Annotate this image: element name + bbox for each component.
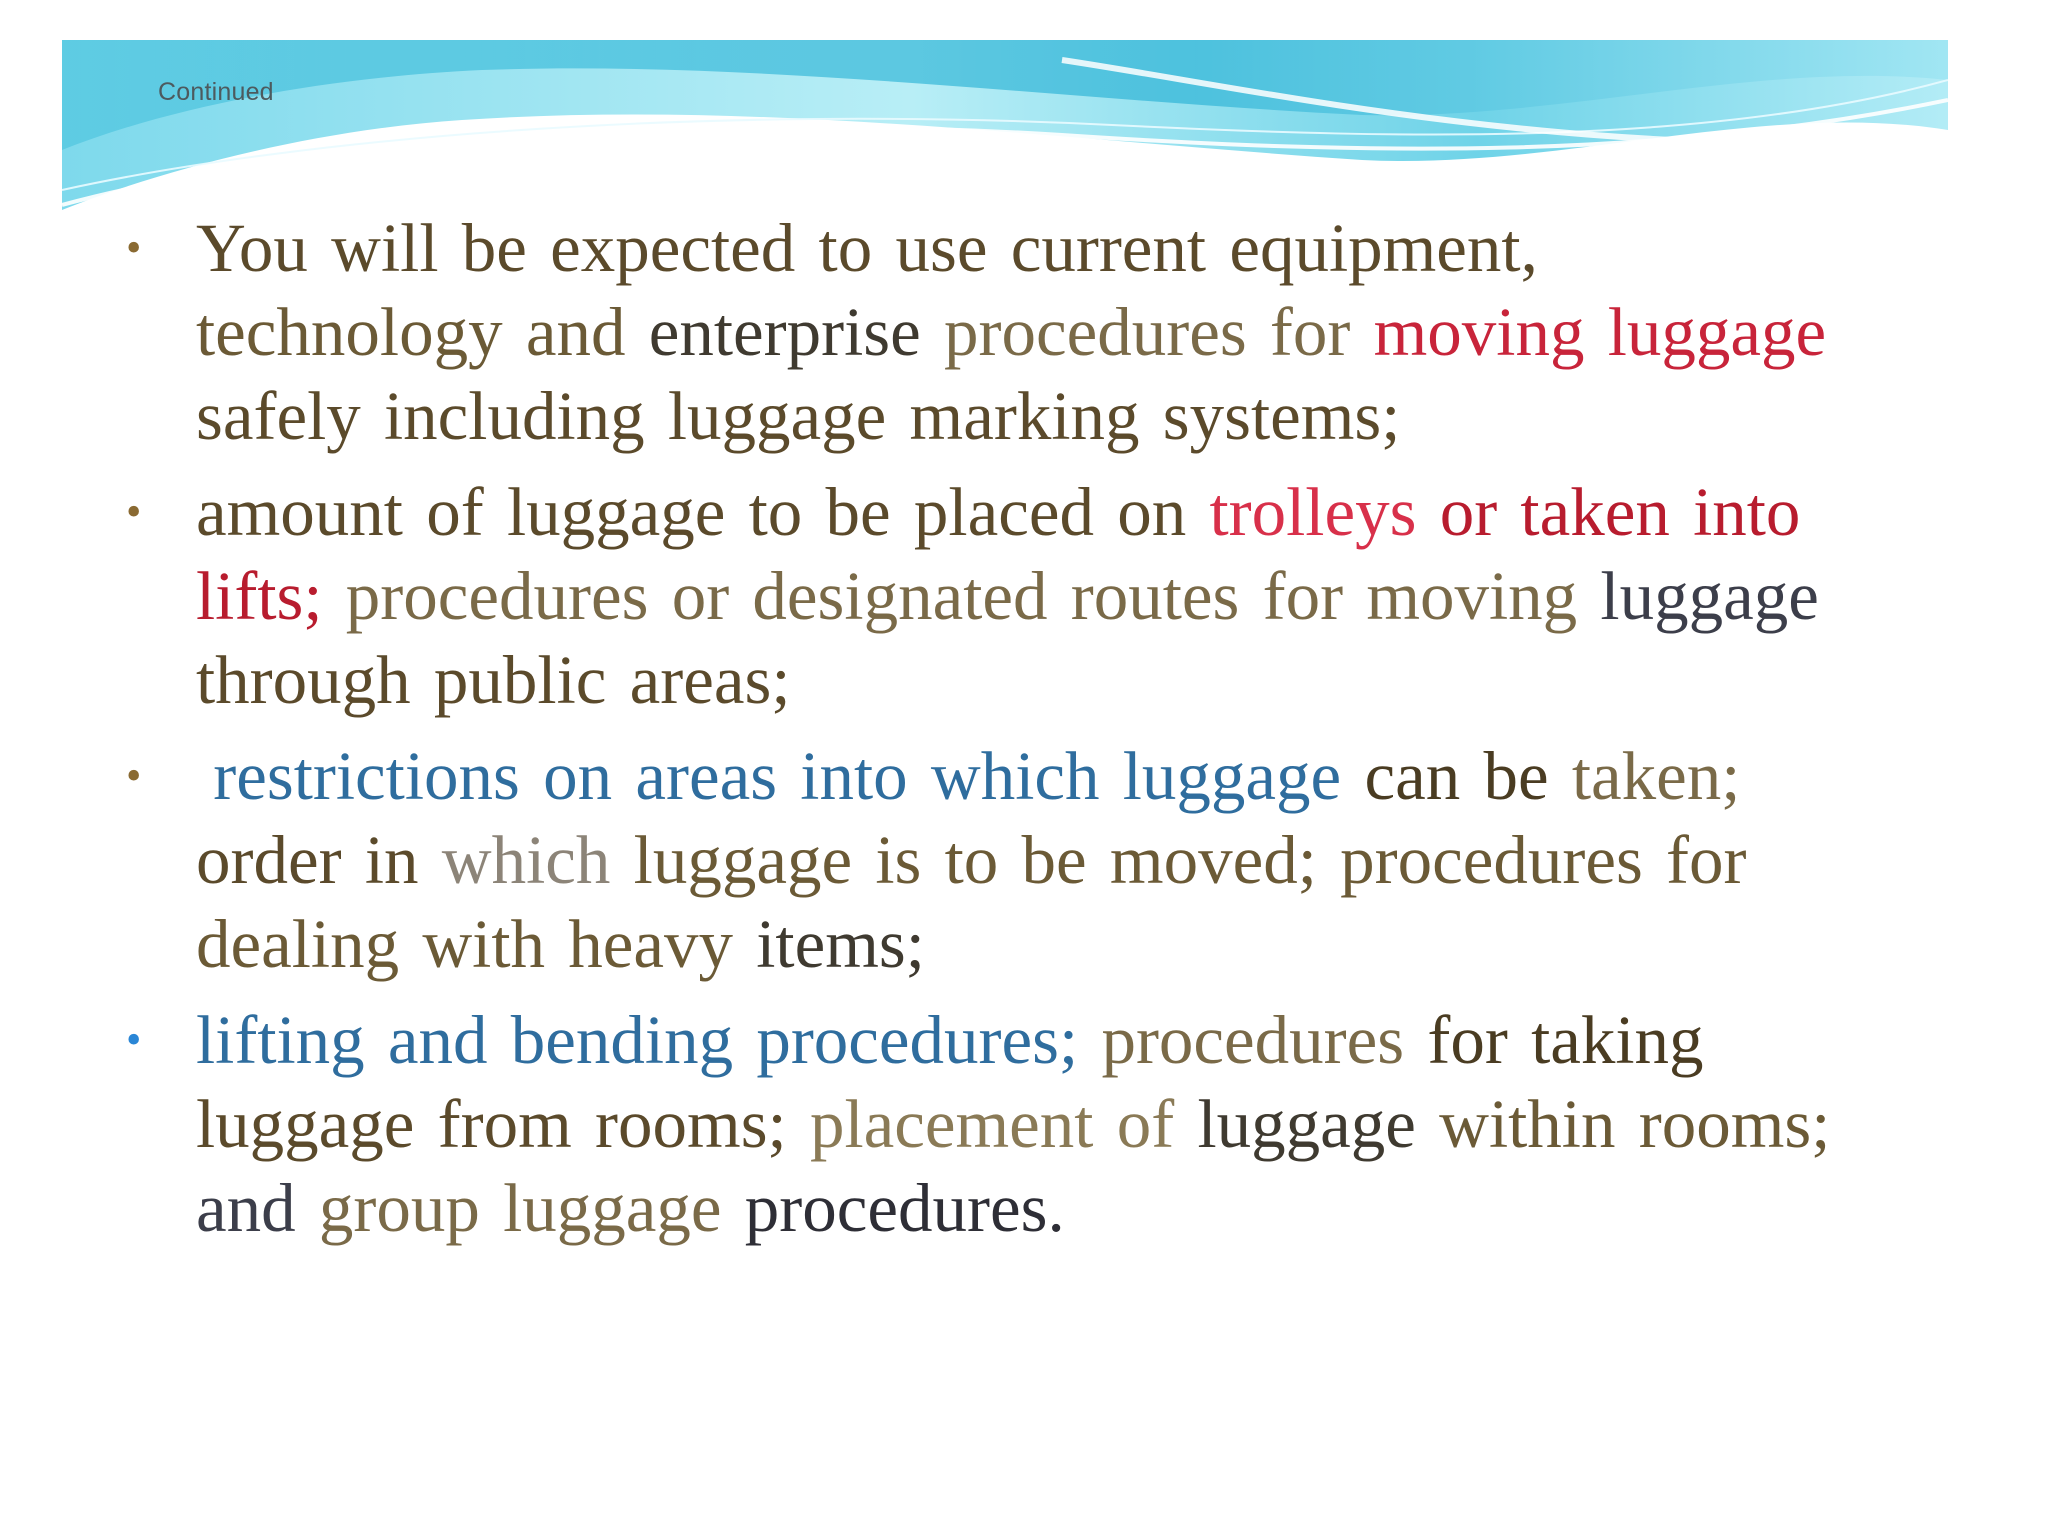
text-segment: through public areas; xyxy=(196,642,791,718)
bullet-marker: • xyxy=(126,487,142,536)
text-segment: moving luggage xyxy=(1373,294,1827,370)
text-segment: procedures or designated routes for moving xyxy=(345,558,1601,634)
text-segment: items; xyxy=(756,906,925,982)
bullet-line xyxy=(196,206,1980,290)
text-segment: lifts; xyxy=(196,558,346,634)
text-segment: procedures. xyxy=(744,1170,1065,1246)
bullet-line xyxy=(196,638,1980,722)
text-segment: enterprise xyxy=(648,294,944,370)
text-segment: trolleys xyxy=(1209,474,1440,550)
text-segment: for taking xyxy=(1427,1002,1704,1078)
text-segment: group luggage xyxy=(318,1170,745,1246)
text-segment: and xyxy=(196,1170,319,1246)
bullet-list xyxy=(120,206,1980,1262)
bullet-marker: • xyxy=(126,751,142,800)
text-segment: luggage xyxy=(1600,558,1819,634)
text-segment: You will be expected to use current equipment, xyxy=(196,210,1538,286)
text-segment: safely including luggage marking systems; xyxy=(196,378,1401,454)
bullet-line xyxy=(196,470,1980,554)
text-segment: luggage is to be moved; procedures for xyxy=(633,822,1747,898)
bullet-item xyxy=(120,734,1980,986)
text-segment: luggage xyxy=(1197,1086,1440,1162)
text-segment: luggage from rooms; xyxy=(196,1086,810,1162)
text-segment: dealing with heavy xyxy=(196,906,757,982)
text-segment: can be xyxy=(1364,738,1572,814)
wave-banner-graphic xyxy=(62,40,1948,220)
text-segment: restrictions on areas into which luggage xyxy=(196,738,1365,814)
text-segment: taken; xyxy=(1571,738,1741,814)
bullet-line xyxy=(196,1166,1980,1250)
bullet-marker: • xyxy=(126,1015,142,1064)
text-segment: lifting and bending procedures; xyxy=(196,1002,1102,1078)
bullet-line xyxy=(196,554,1980,638)
text-segment: within rooms; xyxy=(1439,1086,1831,1162)
bullet-marker: • xyxy=(126,223,142,272)
bullet-item xyxy=(120,998,1980,1250)
bullet-item xyxy=(120,470,1980,722)
text-segment: procedures xyxy=(1101,1002,1428,1078)
text-segment: technology and xyxy=(196,294,649,370)
text-segment: or taken into xyxy=(1439,474,1801,550)
bullet-line xyxy=(196,902,1980,986)
bullet-line xyxy=(196,374,1980,458)
text-segment: procedures for xyxy=(944,294,1374,370)
bullet-line xyxy=(196,1082,1980,1166)
text-segment: which xyxy=(441,822,634,898)
bullet-line xyxy=(196,290,1980,374)
text-segment: placement of xyxy=(809,1086,1198,1162)
text-segment: amount of luggage to be placed on xyxy=(196,474,1210,550)
slide-heading: Continued xyxy=(158,78,274,106)
wave-banner xyxy=(62,40,1948,220)
bullet-line xyxy=(196,734,1980,818)
bullet-item xyxy=(120,206,1980,458)
bullet-line xyxy=(196,818,1980,902)
bullet-line xyxy=(196,998,1980,1082)
text-segment: order in xyxy=(196,822,442,898)
